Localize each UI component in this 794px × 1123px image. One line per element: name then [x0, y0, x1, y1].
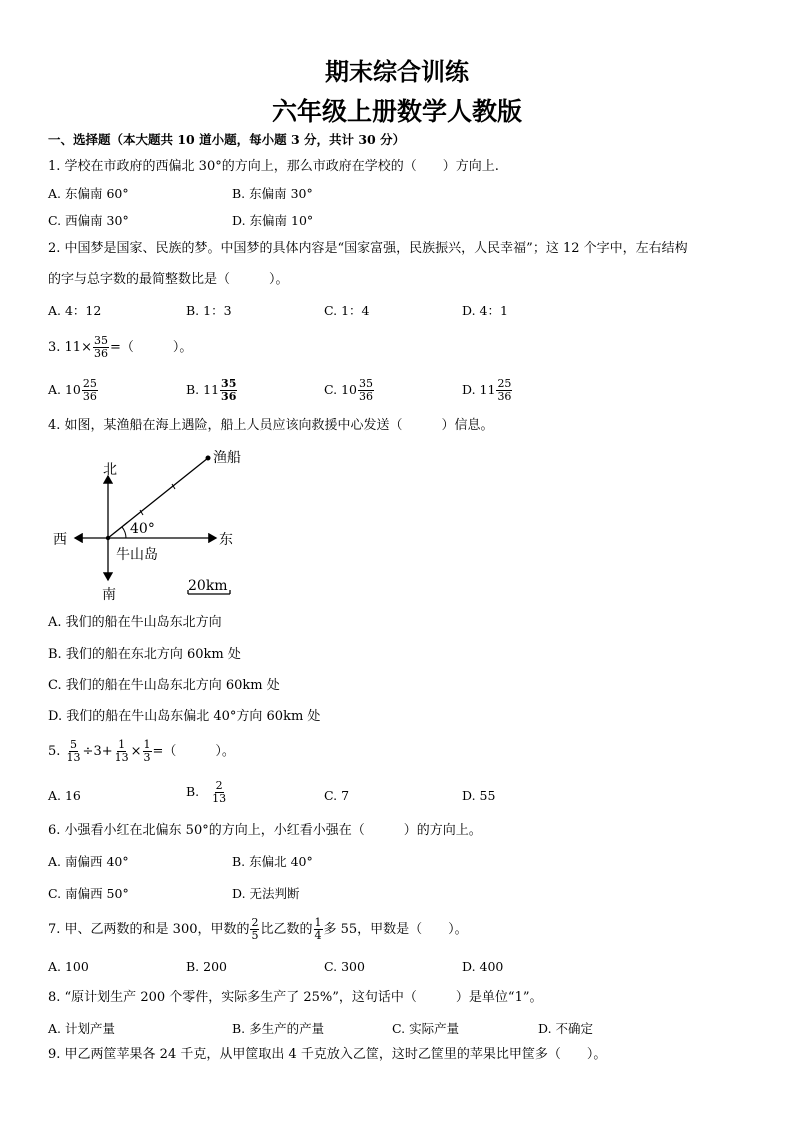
south-label: 南	[102, 587, 116, 603]
q7-f1-num: 2	[251, 916, 259, 929]
q2-option-a: A. 4：12	[48, 303, 102, 318]
q3-c-den: 36	[358, 390, 373, 403]
q5-suffix: =（ ）。	[152, 744, 235, 759]
q5-stem	[48, 738, 235, 766]
q7-option-d: D. 400	[462, 959, 504, 974]
q5-b-den: 13	[212, 792, 227, 805]
q3-c-num: 35	[358, 377, 373, 390]
q6-stem: 6. 小强看小红在北偏东 50°的方向上，小红看小强在（ ）的方向上。	[48, 823, 482, 838]
q7-frac2	[314, 917, 323, 942]
q7-option-b: B. 200	[186, 959, 227, 974]
q7-mid: 比乙数的	[260, 922, 313, 937]
q3-a-int: A. 10	[48, 382, 81, 397]
q4-stem: 4. 如图，某渔船在海上遇险，船上人员应该向救援中心发送（ ）信息。	[48, 418, 494, 433]
q3-b-den: 36	[221, 390, 237, 403]
compass-diagram	[48, 440, 268, 610]
q3-b-frac	[220, 378, 237, 403]
q5-f2-den: 13	[114, 751, 129, 764]
q5-option-a: A. 16	[48, 788, 81, 803]
q4-option-d: D. 我们的船在牛山岛东偏北 40°方向 60km 处	[48, 709, 321, 724]
section-heading: 一、选择题（本大题共 10 道小题，每小题 3 分，共计 30 分）	[48, 132, 406, 147]
island-label: 牛山岛	[116, 547, 158, 563]
q2-stem-line2: 的字与总字数的最简整数比是（ ）。	[48, 272, 289, 287]
q1-option-a: A. 东偏南 60°	[48, 186, 129, 201]
q3-c-frac	[358, 378, 374, 403]
q2-option-d: D. 4：1	[462, 303, 508, 318]
q1-option-d: D. 东偏南 10°	[232, 213, 314, 228]
q3-option-d	[462, 376, 513, 404]
boat-point	[206, 456, 211, 461]
q5-f3-num: 1	[143, 738, 151, 751]
island-point	[106, 536, 110, 540]
q5-option-d: D. 55	[462, 788, 496, 803]
q8-option-c: C. 实际产量	[392, 1021, 460, 1036]
q3-fraction-den: 36	[93, 347, 108, 360]
q2-option-b: B. 1：3	[186, 303, 232, 318]
q5-option-c: C. 7	[324, 788, 350, 803]
q5-f1-den: 13	[66, 751, 81, 764]
west-label: 西	[53, 532, 67, 548]
scale-label: 20km	[188, 578, 228, 594]
page-title: 期末综合训练	[325, 58, 469, 86]
q7-f2-den: 4	[314, 929, 322, 942]
q7-stem	[48, 915, 468, 945]
boat-bearing-line	[108, 458, 208, 538]
q8-option-b: B. 多生产的产量	[232, 1021, 325, 1036]
q3-b-int: B. 11	[186, 382, 220, 397]
q4-option-c: C. 我们的船在牛山岛东北方向 60km 处	[48, 678, 280, 693]
q6-option-b: B. 东偏北 40°	[232, 854, 313, 869]
q5-times: ×	[130, 744, 142, 759]
q5-prefix: 5.	[48, 744, 61, 759]
q1-stem: 1. 学校在市政府的西偏北 30°的方向上，那么市政府在学校的（ ）方向上.	[48, 159, 499, 174]
q5-frac3	[143, 739, 152, 764]
q5-b-num: 2	[215, 779, 223, 792]
q5-f2-num: 1	[118, 738, 126, 751]
q6-option-a: A. 南偏西 40°	[48, 854, 129, 869]
q3-c-int: C. 10	[324, 382, 357, 397]
q5-mid: ÷3+	[82, 744, 113, 759]
q9-stem: 9. 甲乙两筐苹果各 24 千克，从甲筐取出 4 千克放入乙筐，这时乙筐里的苹果比甲筐多（ ）。	[48, 1047, 607, 1062]
boat-label: 渔船	[213, 450, 241, 466]
q3-option-c	[324, 376, 375, 404]
q3-a-den: 36	[82, 390, 97, 403]
q5-option-b	[186, 777, 228, 807]
q7-suffix: 多 55，甲数是（ ）。	[323, 922, 468, 937]
q3-d-frac	[496, 378, 512, 403]
q7-f1-den: 5	[251, 929, 259, 942]
q7-option-c: C. 300	[324, 959, 365, 974]
q7-f2-num: 1	[314, 916, 322, 929]
q5-frac1	[66, 739, 82, 764]
q3-d-den: 36	[497, 390, 512, 403]
q3-stem	[48, 334, 192, 362]
q3-d-num: 25	[497, 377, 512, 390]
q7-prefix: 7. 甲、乙两数的和是 300，甲数的	[48, 922, 250, 937]
q5-b-label: B.	[186, 784, 200, 799]
q3-option-a	[48, 376, 99, 404]
q3-fraction	[93, 335, 109, 360]
q3-b-num: 35	[221, 377, 237, 390]
q2-stem-line1: 2. 中国梦是国家、民族的梦。中国梦的具体内容是“国家富强，民族振兴，人民幸福”；这 12 个字中，左右结构	[48, 241, 688, 256]
q8-option-d: D. 不确定	[538, 1021, 594, 1036]
q3-a-frac	[82, 378, 98, 403]
q3-option-b	[186, 376, 238, 404]
q1-option-b: B. 东偏南 30°	[232, 186, 313, 201]
q4-option-a: A. 我们的船在牛山岛东北方向	[48, 615, 222, 630]
q6-option-c: C. 南偏西 50°	[48, 886, 129, 901]
q8-option-a: A. 计划产量	[48, 1021, 115, 1036]
page-subtitle: 六年级上册数学人教版	[271, 97, 522, 126]
q3-suffix: =（ ）。	[109, 340, 193, 355]
q8-stem: 8. “原计划生产 200 个零件，实际多生产了 25%”，这句话中（ ）是单位“1”。	[48, 990, 543, 1005]
q2-option-c: C. 1：4	[324, 303, 370, 318]
q1-option-c: C. 西偏南 30°	[48, 213, 129, 228]
angle-arc	[122, 527, 126, 538]
north-label: 北	[103, 462, 117, 478]
q5-f1-num: 5	[70, 738, 78, 751]
east-label: 东	[219, 532, 233, 548]
angle-label: 40°	[130, 521, 155, 537]
q3-prefix: 3. 11×	[48, 340, 92, 355]
q4-option-b: B. 我们的船在东北方向 60km 处	[48, 647, 241, 662]
q6-option-d: D. 无法判断	[232, 886, 300, 901]
q7-option-a: A. 100	[48, 959, 89, 974]
q3-fraction-num: 35	[93, 334, 108, 347]
q5-f3-den: 3	[143, 751, 151, 764]
q5-b-frac	[211, 780, 227, 805]
q7-frac1	[250, 917, 259, 942]
q3-a-num: 25	[82, 377, 97, 390]
q5-frac2	[114, 739, 130, 764]
q3-d-int: D. 11	[462, 382, 496, 397]
